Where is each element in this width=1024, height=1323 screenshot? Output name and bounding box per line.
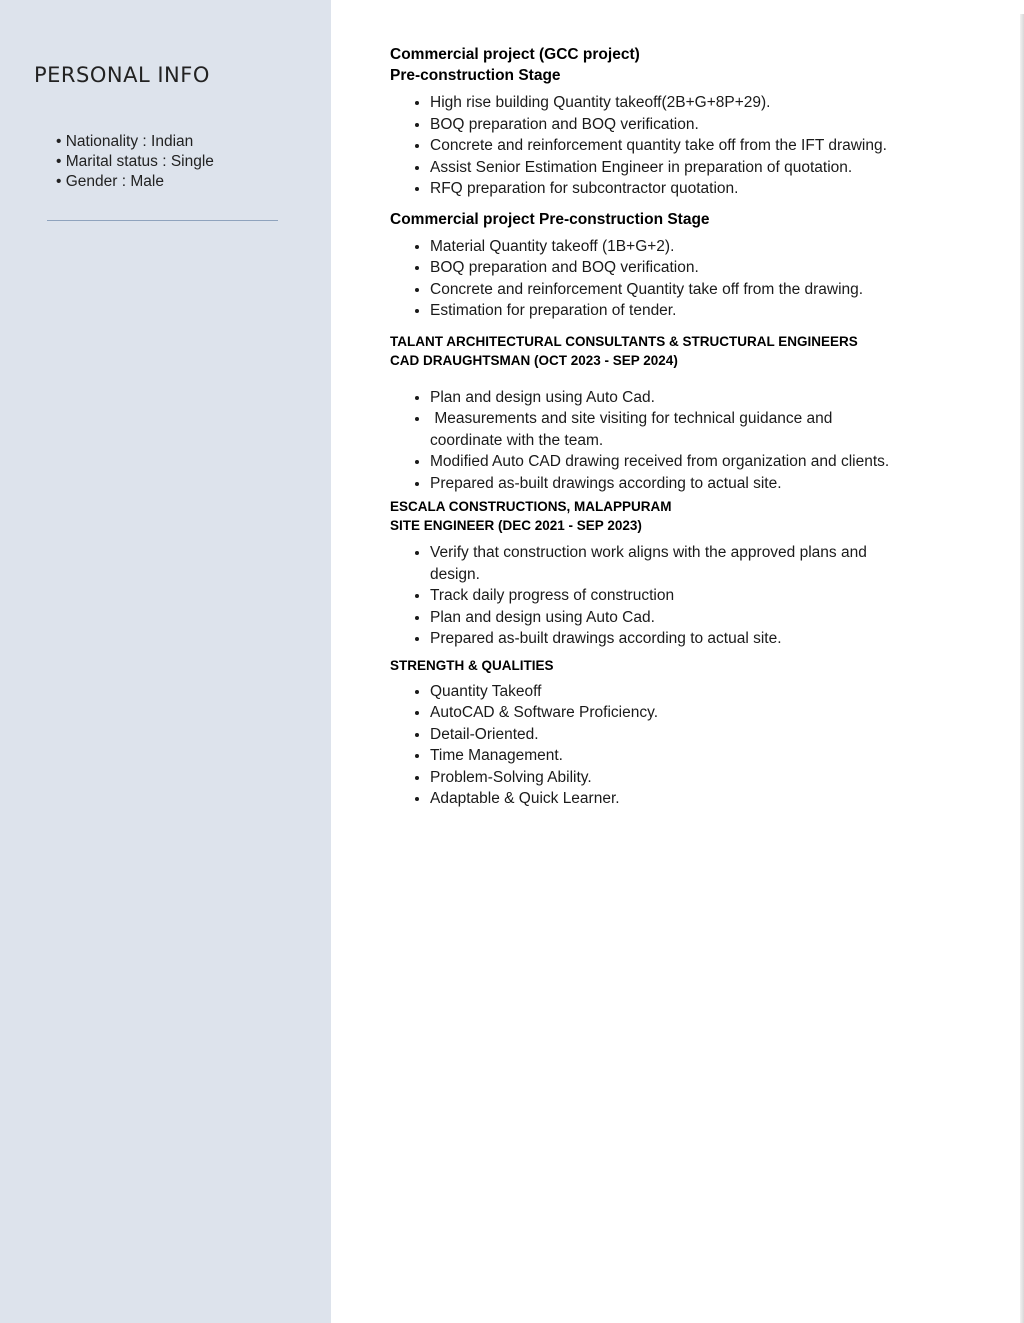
sidebar xyxy=(0,0,331,1323)
bullet-list xyxy=(390,387,950,495)
section-title: Commercial project Pre-construction Stage xyxy=(390,210,710,228)
list-item: • Concrete and reinforcement quantity take off from the IFT drawing. xyxy=(430,135,950,157)
page-edge-shadow xyxy=(1020,14,1024,1323)
bullet-list xyxy=(390,681,950,810)
personal-info-nationality: • Nationality : Indian xyxy=(56,132,214,152)
personal-info-marital-status: • Marital status : Single xyxy=(56,152,214,172)
list-item: • Plan and design using Auto Cad. xyxy=(430,607,950,629)
bullet-list xyxy=(390,92,950,200)
list-item: • Plan and design using Auto Cad. xyxy=(430,387,950,409)
list-item: • Quantity Takeoff xyxy=(430,681,950,703)
job-role: SITE ENGINEER (DEC 2021 - SEP 2023) xyxy=(390,518,642,533)
list-item: • Adaptable & Quick Learner. xyxy=(430,788,950,810)
bullet-list xyxy=(390,542,950,650)
list-item: • Prepared as-built drawings according to actual site. xyxy=(430,473,950,495)
sidebar-divider xyxy=(47,220,278,221)
list-item: • Time Management. xyxy=(430,745,950,767)
list-item: • RFQ preparation for subcontractor quotation. xyxy=(430,178,950,200)
list-item: • Prepared as-built drawings according to actual site. xyxy=(430,628,950,650)
section-title: STRENGTH & QUALITIES xyxy=(390,657,554,673)
list-item: • Measurements and site visiting for technical guidance and coordinate with the team. xyxy=(430,408,850,451)
section-talant xyxy=(390,332,950,495)
list-item: • Material Quantity takeoff (1B+G+2). xyxy=(430,236,950,258)
company-name: ESCALA CONSTRUCTIONS, MALAPPURAM xyxy=(390,499,672,514)
list-item: • Assist Senior Estimation Engineer in preparation of quotation. xyxy=(430,157,950,179)
section-escala xyxy=(390,497,950,650)
main-content xyxy=(390,44,950,810)
list-item: • Verify that construction work aligns with the approved plans and design. xyxy=(430,542,890,585)
list-item: • High rise building Quantity takeoff(2B+G+8P+29). xyxy=(430,92,950,114)
list-item: • Modified Auto CAD drawing received from organization and clients. xyxy=(430,451,950,473)
personal-info-list xyxy=(56,132,214,192)
list-item: • Problem-Solving Ability. xyxy=(430,767,950,789)
list-item: • Detail-Oriented. xyxy=(430,724,950,746)
personal-info-gender: • Gender : Male xyxy=(56,172,214,192)
list-item: • Concrete and reinforcement Quantity take off from the drawing. xyxy=(430,279,950,301)
list-item: • AutoCAD & Software Proficiency. xyxy=(430,702,950,724)
company-name: TALANT ARCHITECTURAL CONSULTANTS & STRUCTURAL ENGINEERS xyxy=(390,333,858,349)
personal-info-heading: PERSONAL INFO xyxy=(34,63,210,87)
list-item: • Estimation for preparation of tender. xyxy=(430,300,950,322)
section-subtitle: Pre-construction Stage xyxy=(390,67,561,84)
bullet-list xyxy=(390,236,950,322)
job-role: CAD DRAUGHTSMAN (OCT 2023 - SEP 2024) xyxy=(390,352,678,368)
list-item: • BOQ preparation and BOQ verification. xyxy=(430,257,950,279)
section-title: Commercial project (GCC project) xyxy=(390,46,640,63)
section-commercial-project xyxy=(390,209,950,322)
list-item: • BOQ preparation and BOQ verification. xyxy=(430,114,950,136)
section-gcc-project xyxy=(390,44,950,200)
list-item: • Track daily progress of construction xyxy=(430,585,950,607)
section-strengths xyxy=(390,656,950,810)
